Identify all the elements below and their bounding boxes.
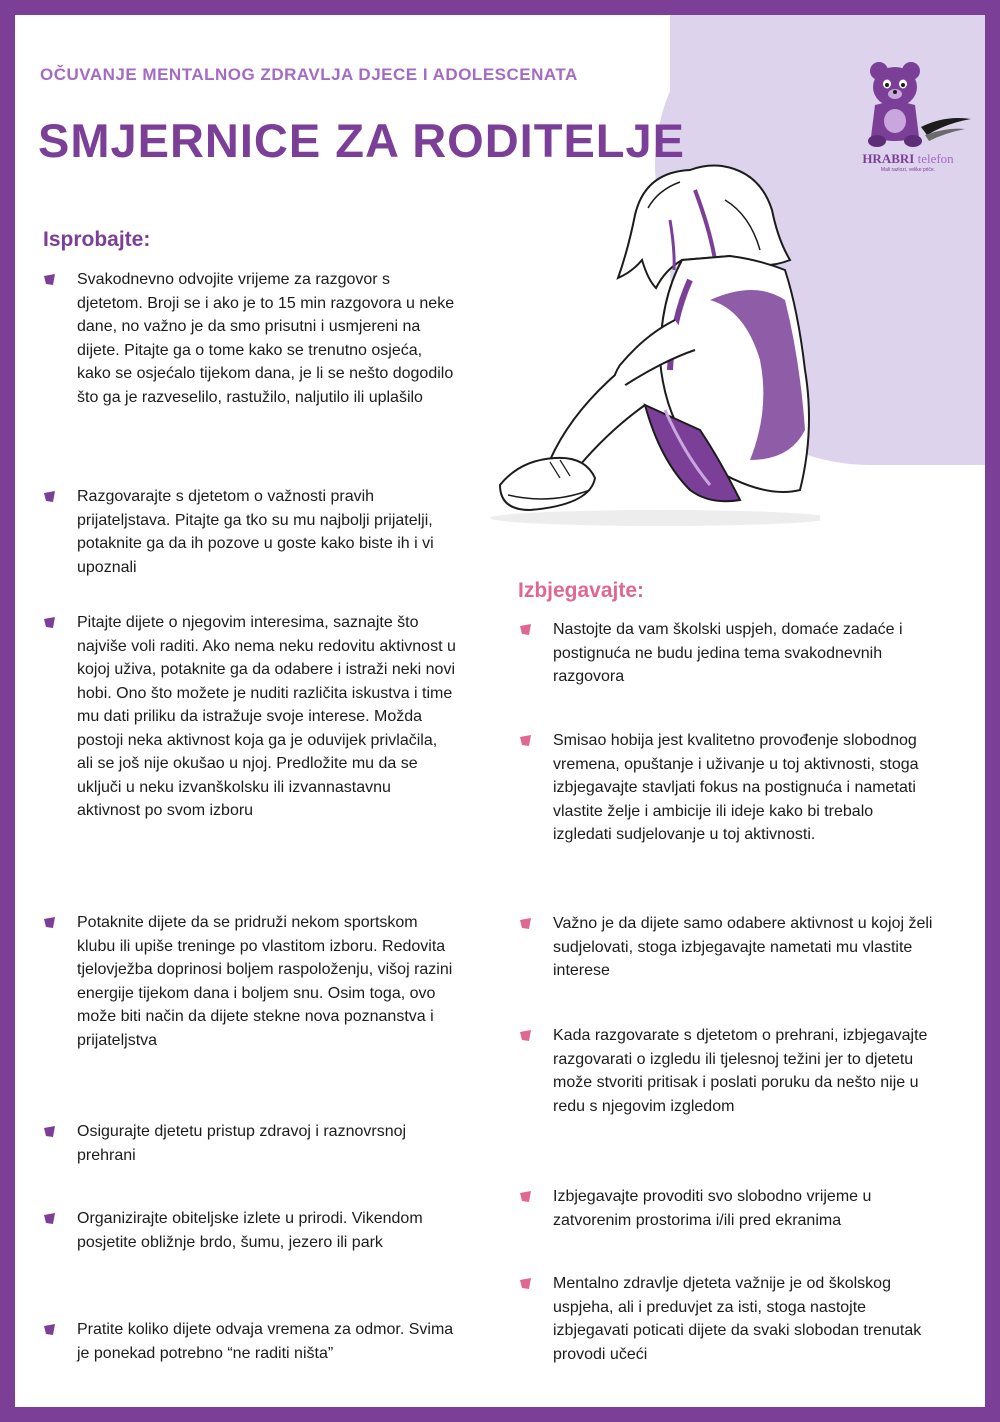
purple-bullet-icon <box>43 1212 56 1225</box>
try-item-5: Osigurajte djetetu pristup zdravoj i raznovrsnoj prehrani <box>77 1120 457 1167</box>
avoid-item-5: Izbjegavajte provoditi svo slobodno vrijeme u zatvorenim prostorima i/ili pred ekranima <box>553 1185 933 1232</box>
purple-bullet-icon <box>43 1125 56 1138</box>
pink-bullet-icon <box>519 1277 532 1290</box>
purple-bullet-icon <box>43 616 56 629</box>
teddy-bear-icon <box>835 57 975 152</box>
logo-wordmark: HRABRI telefon <box>862 151 954 166</box>
avoid-item-6: Mentalno zdravlje djeteta važnije je od školskog uspjeha, ali i preduvjet za isti, stoga nastojte izbjegavati poticati dijete da svaki slobodan trenutak provodi učeći <box>553 1272 933 1366</box>
poster-page <box>15 15 985 1407</box>
avoid-item-3: Važno je da dijete samo odabere aktivnost u kojoj želi sudjelovati, stoga izbjegavajte nametati mu vlastite interese <box>553 912 933 983</box>
pink-bullet-icon <box>519 1190 532 1203</box>
purple-bullet-icon <box>43 273 56 286</box>
purple-bullet-icon <box>43 916 56 929</box>
try-section-heading: Isprobajte: <box>43 228 151 251</box>
avoid-item-2: Smisao hobija jest kvalitetno provođenje slobodnog vremena, opuštanje i uživanje u toj aktivnosti, stoga izbjegavajte stavljati fokus na postignuća i nametati vlastite želje i ambicije ili ideje kako bi trebalo izgledati sudjelovanje u toj aktivnosti. <box>553 729 933 847</box>
pink-bullet-icon <box>519 623 532 636</box>
avoid-section-heading: Izbjegavajte: <box>518 579 645 602</box>
pink-bullet-icon <box>519 917 532 930</box>
try-item-3: Pitajte dijete o njegovim interesima, saznajte što najviše voli raditi. Ako nema neku redovitu aktivnost u kojoj uživa, potaknite ga da odabere i istraži neki novi hobi. Ono što možete je nuditi različita iskustva i time mu dati priliku da istražuje svoje interese. Možda postoji neka aktivnost koja ga je oduvijek privlačila, ali se još nije okušao u njoj. Predložite mu da se uključi u neku izvanškolsku ili izvannastavnu aktivnost po svom izboru <box>77 611 457 823</box>
try-item-6: Organizirajte obiteljske izlete u prirodi. Vikendom posjetite obližnje brdo, šumu, jezero ili park <box>77 1207 457 1254</box>
purple-bullet-icon <box>43 1323 56 1336</box>
try-item-4: Potaknite dijete da se pridruži nekom sportskom klubu ili upiše treninge po vlastitom izboru. Redovita tjelovježba doprinosi boljem raspoloženju, višoj razini energije tijekom dana i boljem snu. Osim toga, ovo može biti način da dijete stekne nova poznanstva i prijateljstva <box>77 911 457 1052</box>
avoid-item-1: Nastojte da vam školski uspjeh, domaće zadaće i postignuća ne budu jedina tema svakodnevnih razgovora <box>553 618 933 689</box>
pink-bullet-icon <box>519 734 532 747</box>
poster-supertitle: OČUVANJE MENTALNOG ZDRAVLJA DJECE I ADOLESCENATA <box>40 65 578 84</box>
try-item-2: Razgovarajte s djetetom o važnosti pravih prijateljstava. Pitajte ga tko su mu najbolji prijatelji, potaknite ga da ih pozove u goste kako biste ih i vi upoznali <box>77 485 457 579</box>
hrabri-telefon-logo <box>835 57 975 177</box>
avoid-item-4: Kada razgovarate s djetetom o prehrani, izbjegavajte razgovarati o izgledu ili tjelesnoj težini jer to djetetu može stvoriti pritisak i poslati poruku da nešto nije u redu s njegovim izgledom <box>553 1024 933 1118</box>
try-item-7: Pratite koliko dijete odvaja vremena za odmor. Svima je ponekad potrebno “ne raditi ništa” <box>77 1318 457 1365</box>
logo-tagline: Mali razlozi, velike priče. <box>880 167 936 173</box>
try-item-1: Svakodnevno odvojite vrijeme za razgovor s djetetom. Broji se i ako je to 15 min razgovora u neke dane, no važno je da smo prisutni i usmjereni na dijete. Pitajte ga o tome kako se trenutno osjeća, kako se osjećalo tijekom dana, je li se nešto dogodilo što ga je razveselilo, rastužilo, naljutilo ili uplašilo <box>77 268 457 409</box>
pink-bullet-icon <box>519 1029 532 1042</box>
sitting-girl-illustration <box>460 160 820 540</box>
purple-bullet-icon <box>43 490 56 503</box>
poster-title: SMJERNICE ZA RODITELJE <box>38 114 685 167</box>
